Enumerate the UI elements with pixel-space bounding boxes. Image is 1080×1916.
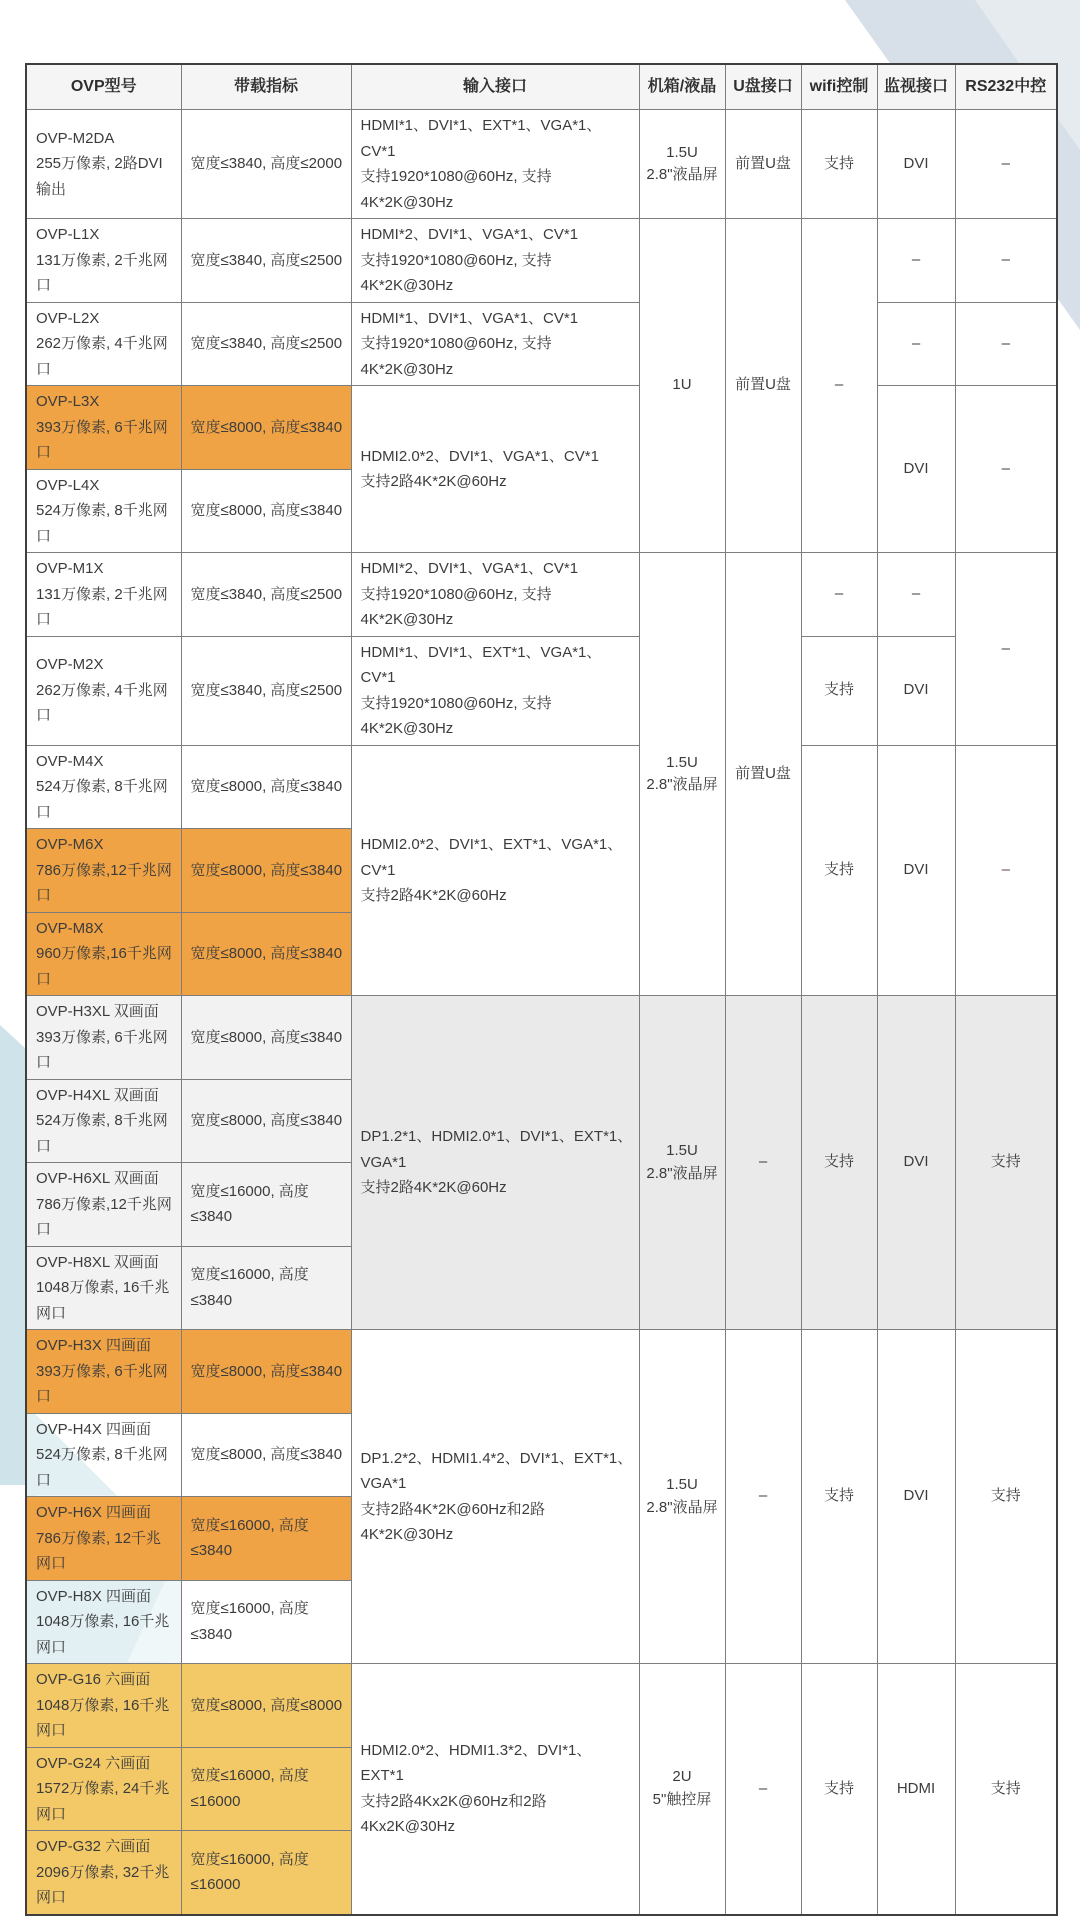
cell-text-line: 宽度≤8000, 高度≤3840 — [190, 502, 343, 519]
cell-wifi-ovp-h3x — [801, 1330, 877, 1664]
cell-text-line: 支持1920*1080@60Hz, 支持4K*2K@30Hz — [360, 335, 552, 378]
cell-text-line: 宽度≤8000, 高度≤3840 — [190, 418, 343, 436]
cell-monitor-ovp-m2x — [877, 636, 955, 745]
cell-load-ovp-m1x — [181, 553, 351, 637]
cell-text-line: – — [1001, 334, 1010, 352]
cell-text-line: – — [1001, 861, 1010, 878]
cell-text-line: OVP-H8X 四画面 — [36, 1587, 152, 1605]
cell-text-line: DVI — [903, 154, 929, 172]
cell-model-ovp-h4xl — [26, 1079, 181, 1163]
cell-text-line: DVI — [903, 1487, 929, 1505]
cell-model-ovp-h4x — [26, 1413, 181, 1497]
cell-text-line: DVI — [903, 1153, 929, 1171]
cell-load-ovp-l3x — [181, 386, 351, 470]
cell-chassis-ovp-m2da — [639, 110, 725, 219]
cell-text-line: 支持 — [990, 1153, 1021, 1171]
cell-text-line: 2.8"液晶屏 — [646, 776, 718, 793]
cell-load-ovp-m4x — [181, 745, 351, 829]
cell-text-line: 宽度≤3840, 高度≤2500 — [190, 681, 343, 699]
cell-model-ovp-l2x — [26, 302, 181, 386]
cell-text-line: – — [758, 1779, 768, 1797]
cell-text-line: 786万像素, 12千兆网口 — [36, 1529, 162, 1572]
cell-text-line: 前置U盘 — [735, 154, 791, 172]
cell-text-line: 786万像素,12千兆网口 — [36, 861, 172, 904]
cell-text-line: 2096万像素, 32千兆网口 — [36, 1863, 170, 1906]
cell-text-line: 宽度≤3840, 高度≤2500 — [190, 335, 343, 352]
cell-load-ovp-m2x — [181, 636, 351, 745]
cell-load-ovp-l1x — [181, 219, 351, 303]
cell-text-line: 255万像素, 2路DVI输出 — [36, 155, 163, 198]
cell-load-ovp-m6x — [181, 829, 351, 913]
cell-model-ovp-h8x — [26, 1580, 181, 1664]
cell-wifi-ovp-m1x — [801, 553, 877, 637]
cell-text-line: DVI — [903, 681, 929, 699]
cell-load-ovp-g16 — [181, 1664, 351, 1748]
cell-model-ovp-h3xl — [26, 996, 181, 1080]
cell-text-line: 支持2路4K*2K@60Hz — [360, 887, 507, 904]
cell-model-ovp-m2da — [26, 110, 181, 219]
cell-wifi-ovp-g16 — [801, 1664, 877, 1915]
cell-monitor-ovp-l3x — [877, 386, 955, 553]
cell-wifi-ovp-m2da — [801, 110, 877, 219]
cell-text-line: HDMI2.0*2、DVI*1、EXT*1、VGA*1、CV*1 — [360, 836, 623, 879]
cell-monitor-ovp-g16 — [877, 1664, 955, 1915]
cell-text-line: 宽度≤8000, 高度≤3840 — [190, 1028, 343, 1046]
cell-text-line: 宽度≤8000, 高度≤3840 — [190, 778, 343, 795]
cell-text-line: – — [834, 376, 844, 394]
cell-text-line: 5"触控屏 — [652, 1790, 712, 1808]
cell-model-ovp-g32 — [26, 1831, 181, 1915]
cell-wifi-ovp-l1x — [801, 219, 877, 553]
cell-model-ovp-m1x — [26, 553, 181, 637]
cell-text-line: 宽度≤8000, 高度≤3840 — [190, 945, 343, 962]
cell-chassis-ovp-h3xl — [639, 996, 725, 1330]
cell-input-ovp-m1x — [351, 553, 639, 637]
cell-text-line: 宽度≤3840, 高度≤2500 — [190, 585, 343, 603]
cell-load-ovp-l4x — [181, 469, 351, 553]
cell-chassis-ovp-m1x — [639, 553, 725, 996]
cell-text-line: – — [1001, 251, 1010, 268]
cell-text-line: OVP-M2DA — [36, 129, 115, 147]
cell-text-line: 支持2路4K*2K@60Hz和2路4K*2K@30Hz — [360, 1500, 545, 1543]
cell-input-ovp-m2x — [351, 636, 639, 745]
cell-load-ovp-h3xl — [181, 996, 351, 1080]
cell-text-line: 1.5U — [666, 753, 698, 771]
cell-text-line: – — [758, 1487, 768, 1505]
header-row — [26, 64, 1057, 110]
cell-text-line: 支持 — [823, 681, 854, 699]
cell-text-line: – — [758, 1153, 768, 1171]
cell-text-line: 宽度≤8000, 高度≤3840 — [190, 1362, 343, 1380]
cell-text-line: OVP-G32 六画面 — [36, 1838, 151, 1855]
cell-load-ovp-h6xl — [181, 1163, 351, 1247]
cell-load-ovp-m8x — [181, 912, 351, 996]
cell-text-line: 960万像素,16千兆网口 — [36, 945, 172, 988]
cell-chassis-ovp-h3x — [639, 1330, 725, 1664]
cell-text-line: – — [1001, 154, 1010, 172]
cell-text-line: 524万像素, 8千兆网口 — [36, 778, 168, 821]
cell-model-ovp-l4x — [26, 469, 181, 553]
cell-text-line: 393万像素, 6千兆网口 — [36, 418, 168, 461]
cell-text-line: HDMI*2、DVI*1、VGA*1、CV*1 — [360, 560, 579, 577]
cell-load-ovp-h8xl — [181, 1246, 351, 1330]
cell-text-line: 前置U盘 — [735, 764, 791, 782]
cell-rs232-ovp-h3xl — [955, 996, 1057, 1330]
cell-monitor-ovp-l1x — [877, 219, 955, 303]
cell-load-ovp-h6x — [181, 1497, 351, 1581]
cell-usb-ovp-l1x — [725, 219, 801, 553]
cell-text-line: 宽度≤8000, 高度≤3840 — [190, 1446, 343, 1463]
cell-model-ovp-g24 — [26, 1747, 181, 1831]
cell-text-line: 1U — [672, 376, 692, 394]
cell-text-line: 2U — [672, 1768, 692, 1786]
cell-text-line: OVP-H6X 四画面 — [36, 1504, 152, 1521]
cell-model-ovp-g16 — [26, 1664, 181, 1748]
cell-input-ovp-m4x — [351, 745, 639, 996]
cell-wifi-ovp-m4x — [801, 745, 877, 996]
cell-model-ovp-h6x — [26, 1497, 181, 1581]
table-row-ovp-g16 — [26, 1664, 1057, 1748]
cell-monitor-ovp-m1x — [877, 553, 955, 637]
cell-text-line: 1048万像素, 16千兆网口 — [36, 1613, 170, 1656]
cell-monitor-ovp-h3x — [877, 1330, 955, 1664]
cell-text-line: OVP-L4X — [36, 476, 100, 494]
cell-usb-ovp-h3xl — [725, 996, 801, 1330]
cell-load-ovp-m2da — [181, 110, 351, 219]
ovp-spec-table — [25, 63, 1058, 1916]
cell-input-ovp-h3x — [351, 1330, 639, 1664]
cell-text-line: OVP-G16 六画面 — [36, 1671, 151, 1688]
cell-text-line: 2.8"液晶屏 — [646, 1164, 718, 1182]
cell-text-line: 786万像素,12千兆网口 — [36, 1195, 172, 1238]
cell-text-line: 支持 — [990, 1487, 1021, 1505]
cell-model-ovp-h6xl — [26, 1163, 181, 1247]
cell-usb-ovp-h3x — [725, 1330, 801, 1664]
column-header-usb: U盘接口 — [725, 64, 801, 110]
cell-text-line: DVI — [903, 861, 929, 878]
column-header-model: OVP型号 — [26, 64, 181, 110]
cell-rs232-ovp-m1x — [955, 553, 1057, 746]
cell-text-line: HDMI — [896, 1779, 936, 1797]
cell-load-ovp-g24 — [181, 1747, 351, 1831]
cell-rs232-ovp-l3x — [955, 386, 1057, 553]
cell-text-line: 支持1920*1080@60Hz, 支持4K*2K@30Hz — [360, 168, 552, 211]
cell-text-line: 131万像素, 2千兆网口 — [36, 251, 168, 294]
cell-rs232-ovp-l2x — [955, 302, 1057, 386]
cell-text-line: 支持 — [823, 1779, 854, 1797]
cell-text-line: 前置U盘 — [735, 376, 791, 394]
cell-text-line: 1572万像素, 24千兆网口 — [36, 1780, 170, 1823]
cell-model-ovp-l3x — [26, 386, 181, 470]
cell-monitor-ovp-m4x — [877, 745, 955, 996]
cell-text-line: 宽度≤16000, 高度≤3840 — [190, 1182, 309, 1226]
table-row-ovp-m2da — [26, 110, 1057, 219]
table-row-ovp-m1x — [26, 553, 1057, 637]
cell-text-line: HDMI2.0*2、DVI*1、VGA*1、CV*1 — [360, 447, 599, 465]
cell-text-line: 1048万像素, 16千兆网口 — [36, 1279, 170, 1322]
cell-input-ovp-h3xl — [351, 996, 639, 1330]
cell-usb-ovp-m2da — [725, 110, 801, 219]
cell-text-line: 宽度≤3840, 高度≤2500 — [190, 251, 343, 269]
cell-text-line: 宽度≤16000, 高度≤3840 — [190, 1516, 309, 1560]
table-row-ovp-l3x — [26, 386, 1057, 470]
cell-text-line: DVI — [903, 459, 929, 477]
column-header-monitor: 监视接口 — [877, 64, 955, 110]
cell-text-line: 524万像素, 8千兆网口 — [36, 502, 168, 545]
table-row-ovp-h3x — [26, 1330, 1057, 1414]
cell-text-line: 支持 — [823, 154, 854, 172]
cell-model-ovp-h8xl — [26, 1246, 181, 1330]
cell-monitor-ovp-m2da — [877, 110, 955, 219]
cell-text-line: 宽度≤8000, 高度≤8000 — [190, 1696, 343, 1714]
cell-load-ovp-g32 — [181, 1831, 351, 1915]
cell-text-line: 支持1920*1080@60Hz, 支持4K*2K@30Hz — [360, 694, 552, 737]
cell-input-ovp-l1x — [351, 219, 639, 303]
cell-text-line: OVP-L3X — [36, 393, 100, 410]
column-header-rs232: RS232中控 — [955, 64, 1057, 110]
cell-text-line: OVP-L2X — [36, 309, 100, 327]
cell-text-line: 支持 — [823, 1487, 854, 1505]
cell-text-line: OVP-L1X — [36, 226, 100, 243]
cell-rs232-ovp-m2da — [955, 110, 1057, 219]
cell-input-ovp-m2da — [351, 110, 639, 219]
cell-text-line: OVP-M1X — [36, 560, 104, 577]
cell-load-ovp-h3x — [181, 1330, 351, 1414]
cell-text-line: OVP-H4XL 双画面 — [36, 1086, 159, 1104]
cell-text-line: 支持2路4Kx2K@60Hz和2路4Kx2K@30Hz — [360, 1792, 547, 1836]
cell-rs232-ovp-h3x — [955, 1330, 1057, 1664]
cell-text-line: 131万像素, 2千兆网口 — [36, 585, 168, 628]
cell-chassis-ovp-g16 — [639, 1664, 725, 1915]
cell-text-line: – — [911, 334, 921, 352]
cell-text-line: 宽度≤16000, 高度≤3840 — [190, 1266, 309, 1309]
cell-input-ovp-l3x — [351, 386, 639, 553]
column-header-chassis: 机箱/液晶 — [639, 64, 725, 110]
cell-text-line: 2.8"液晶屏 — [646, 166, 718, 183]
cell-text-line: OVP-H3XL 双画面 — [36, 1003, 159, 1020]
cell-monitor-ovp-h3xl — [877, 996, 955, 1330]
cell-load-ovp-h8x — [181, 1580, 351, 1664]
cell-text-line: OVP-M8X — [36, 919, 104, 937]
cell-wifi-ovp-m2x — [801, 636, 877, 745]
cell-text-line: DP1.2*1、HDMI2.0*1、DVI*1、EXT*1、VGA*1 — [360, 1128, 633, 1171]
cell-text-line: 宽度≤16000, 高度≤16000 — [190, 1767, 309, 1810]
cell-rs232-ovp-g16 — [955, 1664, 1057, 1915]
cell-usb-ovp-m1x — [725, 553, 801, 996]
cell-text-line: HDMI*1、DVI*1、EXT*1、VGA*1、CV*1 — [360, 117, 602, 160]
cell-text-line: OVP-M4X — [36, 752, 104, 770]
cell-model-ovp-m8x — [26, 912, 181, 996]
cell-text-line: 2.8"液晶屏 — [646, 1498, 718, 1516]
cell-text-line: OVP-G24 六画面 — [36, 1754, 151, 1772]
table-row-ovp-h3xl — [26, 996, 1057, 1080]
cell-text-line: OVP-H4X 四画面 — [36, 1420, 152, 1438]
cell-model-ovp-h3x — [26, 1330, 181, 1414]
column-header-input: 输入接口 — [351, 64, 639, 110]
cell-text-line: 1.5U — [666, 1142, 698, 1159]
cell-text-line: 宽度≤16000, 高度≤16000 — [190, 1850, 309, 1894]
cell-load-ovp-h4xl — [181, 1079, 351, 1163]
cell-text-line: 宽度≤3840, 高度≤2000 — [190, 155, 343, 173]
cell-text-line: 393万像素, 6千兆网口 — [36, 1028, 168, 1071]
cell-usb-ovp-g16 — [725, 1664, 801, 1915]
cell-text-line: OVP-M2X — [36, 656, 104, 674]
cell-text-line: 支持1920*1080@60Hz, 支持4K*2K@30Hz — [360, 251, 552, 294]
cell-text-line: OVP-H8XL 双画面 — [36, 1253, 159, 1271]
cell-text-line: 393万像素, 6千兆网口 — [36, 1362, 168, 1405]
column-header-wifi: wifi控制 — [801, 64, 877, 110]
cell-load-ovp-h4x — [181, 1413, 351, 1497]
cell-model-ovp-m6x — [26, 829, 181, 913]
cell-text-line: 宽度≤8000, 高度≤3840 — [190, 861, 343, 879]
cell-text-line: 宽度≤8000, 高度≤3840 — [190, 1112, 343, 1129]
cell-text-line: OVP-M6X — [36, 836, 104, 853]
cell-model-ovp-m4x — [26, 745, 181, 829]
cell-text-line: OVP-H3X 四画面 — [36, 1337, 152, 1354]
cell-text-line: 524万像素, 8千兆网口 — [36, 1446, 168, 1489]
cell-text-line: HDMI*1、DVI*1、VGA*1、CV*1 — [360, 309, 579, 327]
cell-chassis-ovp-l1x — [639, 219, 725, 553]
cell-text-line: 1048万像素, 16千兆网口 — [36, 1696, 170, 1739]
column-header-load: 带载指标 — [181, 64, 351, 110]
cell-text-line: 支持 — [823, 1153, 854, 1171]
cell-text-line: – — [911, 251, 921, 268]
cell-text-line: – — [911, 585, 921, 602]
cell-text-line: 524万像素, 8千兆网口 — [36, 1112, 168, 1155]
cell-monitor-ovp-l2x — [877, 302, 955, 386]
table-row-ovp-m2x — [26, 636, 1057, 745]
cell-text-line: – — [1001, 639, 1010, 657]
cell-text-line: 1.5U — [666, 143, 698, 161]
cell-model-ovp-m2x — [26, 636, 181, 745]
cell-model-ovp-l1x — [26, 219, 181, 303]
cell-text-line: HDMI*1、DVI*1、EXT*1、VGA*1、CV*1 — [360, 643, 602, 686]
cell-text-line: 支持1920*1080@60Hz, 支持4K*2K@30Hz — [360, 585, 552, 628]
cell-text-line: HDMI2.0*2、HDMI1.3*2、DVI*1、EXT*1 — [360, 1741, 592, 1785]
cell-text-line: – — [1001, 459, 1010, 477]
cell-input-ovp-l2x — [351, 302, 639, 386]
cell-text-line: 262万像素, 4千兆网口 — [36, 681, 168, 725]
cell-text-line: 宽度≤16000, 高度≤3840 — [190, 1600, 309, 1643]
cell-rs232-ovp-l1x — [955, 219, 1057, 303]
table-row-ovp-l2x — [26, 302, 1057, 386]
cell-text-line: 支持2路4K*2K@60Hz — [360, 1179, 507, 1197]
cell-text-line: 支持 — [990, 1779, 1021, 1797]
cell-text-line: DP1.2*2、HDMI1.4*2、DVI*1、EXT*1、VGA*1 — [360, 1449, 633, 1492]
cell-input-ovp-g16 — [351, 1664, 639, 1915]
cell-text-line: – — [834, 585, 844, 602]
table-row-ovp-l1x — [26, 219, 1057, 303]
cell-wifi-ovp-h3xl — [801, 996, 877, 1330]
table-row-ovp-m4x — [26, 745, 1057, 829]
cell-text-line: 支持2路4K*2K@60Hz — [360, 473, 507, 490]
cell-text-line: OVP-H6XL 双画面 — [36, 1170, 159, 1187]
cell-text-line: 支持 — [823, 861, 854, 878]
cell-rs232-ovp-m4x — [955, 745, 1057, 996]
cell-text-line: HDMI*2、DVI*1、VGA*1、CV*1 — [360, 226, 579, 243]
cell-text-line: 262万像素, 4千兆网口 — [36, 335, 168, 378]
cell-load-ovp-l2x — [181, 302, 351, 386]
cell-text-line: 1.5U — [666, 1476, 698, 1493]
